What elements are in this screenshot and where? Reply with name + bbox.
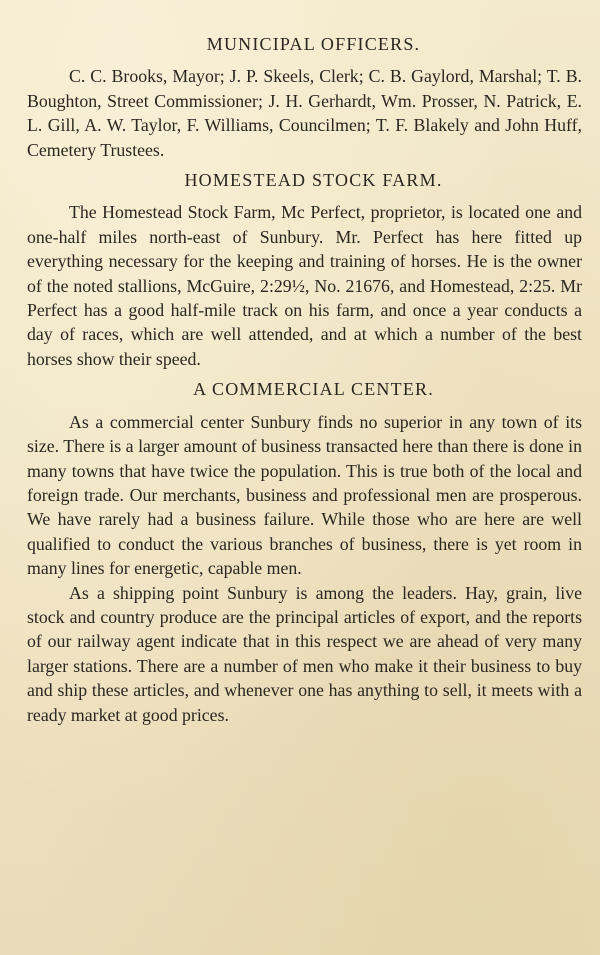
section-municipal-officers xyxy=(27,32,582,162)
section-heading: A COMMERCIAL CENTER. xyxy=(193,379,434,400)
section-commercial-center xyxy=(27,377,582,727)
section-heading: HOMESTEAD STOCK FARM. xyxy=(184,170,443,191)
paragraph: As a shipping point Sunbury is among the leaders. Hay, grain, live stock and country produce are the principal articles of export, and the reports of our railway agent indicate that in this respect we are ahead of very many larger stations. There are a number of men who make it their business to buy and ship these articles, and whenever one has anything to sell, it meets with a ready market at good prices. xyxy=(27,582,582,725)
section-heading: MUNICIPAL OFFICERS. xyxy=(206,34,421,54)
paragraph: The Homestead Stock Farm, Mc Perfect, proprietor, is located one and one-half miles north-east of Sunbury. Mr. Perfect has here fitted up everything necessary for the keeping and training of horses. He is the owner of the noted stallions, McGuire, 2:29½, No. 21676, and Homestead, 2:25. Mr Perfect has a good half-mile track on his farm, and once a year conducts a day of races, which are well attended, and at which a number of the best horses show their speed. xyxy=(27,202,582,369)
paragraph: As a commercial center Sunbury finds no superior in any town of its size. There is a larger amount of business transacted here than there is done in many towns that have twice the population. This is true both of the local and foreign trade. Our merchants, business and professional men are prosperous. We have rarely had a business failure. While those who are here are well qualified to conduct the various branches of business, there is yet room in many lines for energetic, capable men. xyxy=(27,411,582,579)
paragraph: C. C. Brooks, Mayor; J. P. Skeels, Clerk; C. B. Gaylord, Marshal; T. B. Boughton, Street Commissioner; J. H. Gerhardt, Wm. Prosser, N. Patrick, E. L. Gill, A. W. Taylor, F. Williams, Councilmen; T. F. Blakely and John Huff, Cemetery Trustees. xyxy=(27,66,582,160)
section-homestead-stock-farm xyxy=(27,168,582,371)
